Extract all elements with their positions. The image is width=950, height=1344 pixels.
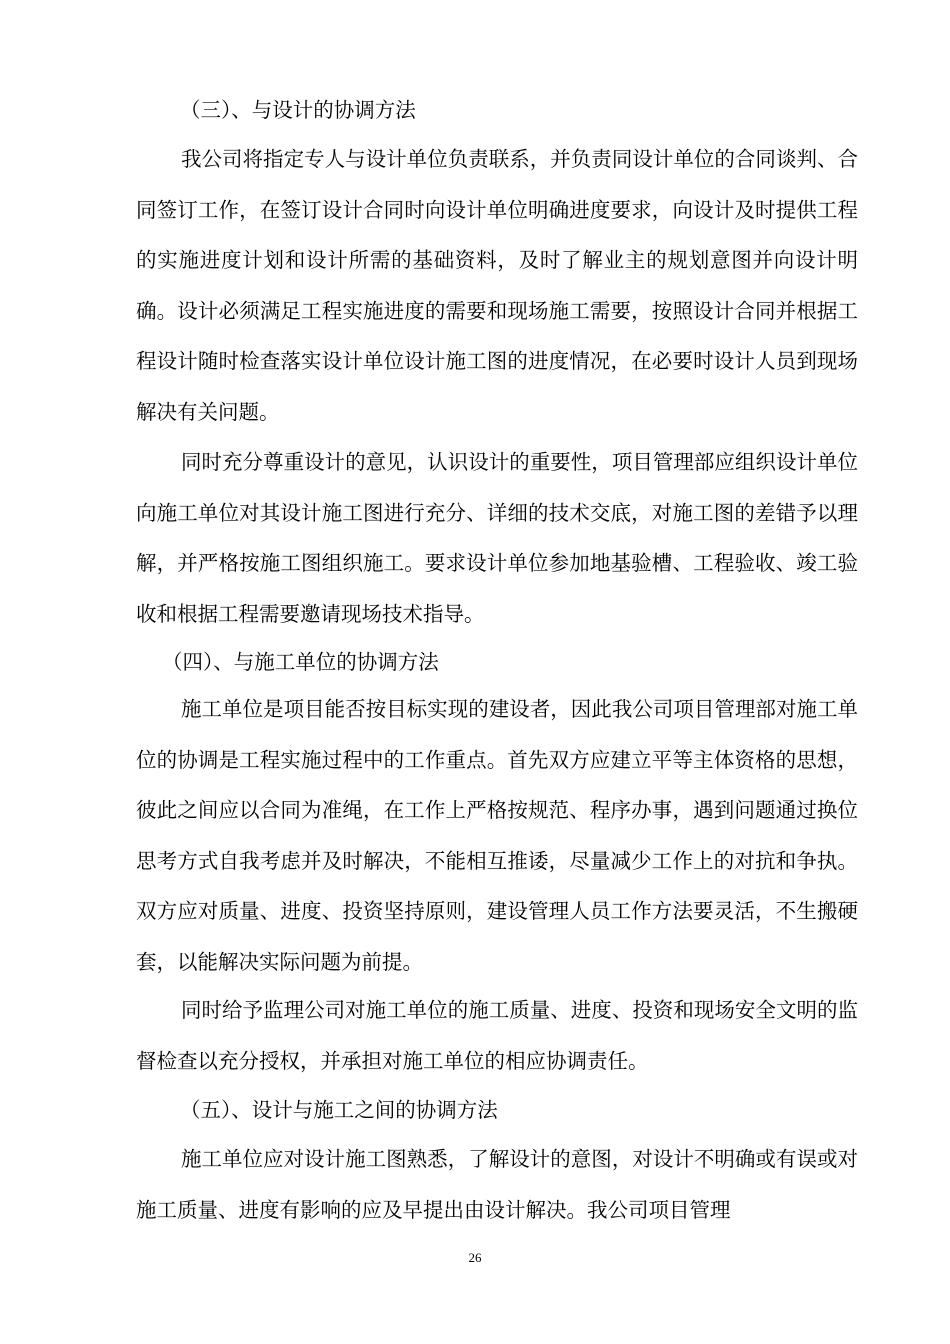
section-heading-4: （四）、与施工单位的协调方法 (162, 650, 439, 674)
section-3-paragraph-1: 我公司将指定专人与设计单位负责联系，并负责同设计单位的合同谈判、合同签订工作，在签订设计合同时向设计单位明确进度要求，向设计及时提供工程的实施进度计划和设计所需的基础资料，及时了解业主的规划意图并向设计明确。设计必须满足工程实施进度的需要和现场施工需要，按照设计合同并根据工程设计随时检查落实设计单位设计施工图的进度情况，在必要时设计人员到现场解决有关问题。 (136, 147, 858, 424)
section-5-paragraph-1: 施工单位应对设计施工图熟悉，了解设计的意图，对设计不明确或有误或对施工质量、进度有影响的应及早提出由设计解决。我公司项目管理 (136, 1147, 858, 1222)
section-4-paragraph-1: 施工单位是项目能否按目标实现的建设者，因此我公司项目管理部对施工单位的协调是工程实施过程中的工作重点。首先双方应建立平等主体资格的思想，彼此之间应以合同为准绳，在工作上严格按规范、程序办事，遇到问题通过换位思考方式自我考虑并及时解决，不能相互推诿，尽量减少工作上的对抗和争执。双方应对质量、进度、投资坚持原则，建设管理人员工作方法要灵活，不生搬硬套，以能解决实际问题为前提。 (136, 697, 858, 974)
section-heading-5: （五）、设计与施工之间的协调方法 (180, 1098, 498, 1122)
section-3-paragraph-2: 同时充分尊重设计的意见，认识设计的重要性，项目管理部应组织设计单位向施工单位对其设计施工图进行充分、详细的技术交底，对施工图的差错予以理解，并严格按施工图组织施工。要求设计单位参加地基验槽、工程验收、竣工验收和根据工程需要邀请现场技术指导。 (136, 450, 858, 626)
page-number: 26 (468, 1250, 482, 1265)
section-heading-3: （三）、与设计的协调方法 (180, 98, 416, 122)
section-4-paragraph-2: 同时给予监理公司对施工单位的施工质量、进度、投资和现场安全文明的监督检查以充分授权，并承担对施工单位的相应协调责任。 (136, 998, 858, 1073)
